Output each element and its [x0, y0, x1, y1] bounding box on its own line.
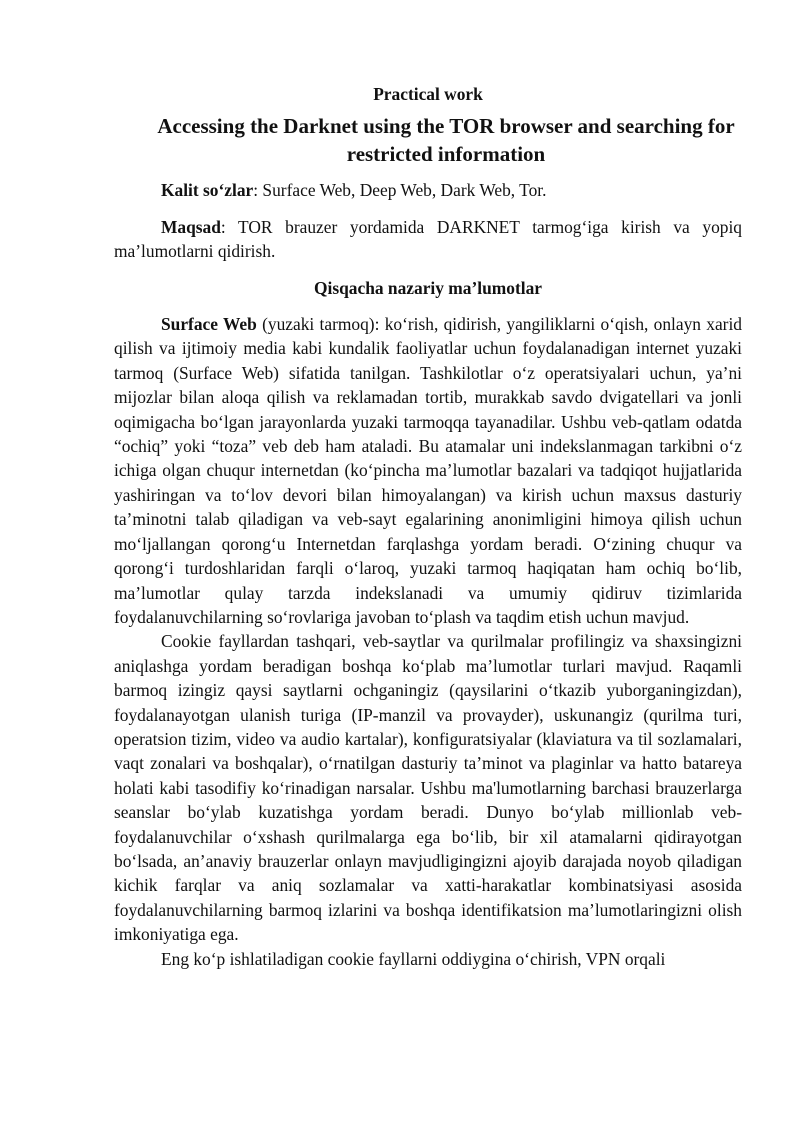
- document-body: [114, 82, 742, 971]
- paragraph-cookie-deletion: Eng ko‘p ishlatiladigan cookie fayllarni oddiygina o‘chirish, VPN orqali: [161, 948, 666, 969]
- goal-paragraph: [114, 215, 742, 264]
- surface-web-term: Surface Web: [161, 314, 257, 335]
- paragraph-surface-web: [114, 312, 742, 629]
- practical-work-label: Practical work: [373, 84, 483, 104]
- goal-text: : TOR brauzer yordamida DARKNET tarmog‘iga kirish va yopiq ma’lumotlarni qidirish.: [114, 216, 742, 262]
- keywords-line: [114, 178, 742, 202]
- paragraph-cookies: Cookie fayllardan tashqari, veb-saytlar va qurilmalar profilingiz va shaxsingizni aniqlashga yordam beradigan boshqa ko‘plab ma’lumotlar turlari mavjud. Raqamli barmoq izingiz qaysi saytlarni ochganingiz (qaysilarini o‘tkazib yuborganingizdan), foydalanayotgan ulanish turiga (IP-manzil va provayder), uskunangiz (qurilma turi, operatsion tizim, video va audio kartalar), konfiguratsiyalar (klaviatura va til sozlamalari, vaqt zonalari va boshqalar), o‘rnatilgan dasturiy ta’minot va plaginlar va hatto batareya holati kabi tasodifiy ko‘rinadigan narsalar. Ushbu ma'lumotlarning barchasi brauzerlarga seanslar bo‘ylab kuzatishga yordam beradi. Dunyo bo‘ylab millionlab veb-foydalanuvchilar o‘xshash qurilmalarga ega bo‘lib, bir xil atamalarni qidirayotgan bo‘lsada, an’anaviy brauzerlar onlayn mavjudligingizni ajoyib darajada noyob qiladigan kichik farqlar va aniq sozlamalar va xatti-harakatlar kombinatsiyasi asosida foydalanuvchilarning barmoq izlarini va boshqa identifikatsion ma’lumotlaringizni olish imkoniyatiga ega.: [114, 631, 742, 945]
- goal-label: Maqsad: [161, 216, 221, 237]
- document-title: Accessing the Darknet using the TOR browser and searching for restricted information: [157, 114, 735, 167]
- section-heading: Qisqacha nazariy ma’lumotlar: [314, 277, 542, 298]
- surface-web-text: (yuzaki tarmoq): ko‘rish, qidirish, yangiliklarni o‘qish, onlayn xarid qilish va ijtimoiy media kabi kundalik faoliyatlar uchun foydalanadigan internet yuzaki tarmoq (Surface Web) sifatida tanilgan. Tashkilotlar o‘z operatsiyalari uchun, ya’ni mijozlar bilan aloqa qilish va reklamadan tortib, murakkab savdo dvigatellari va jonli oqimigacha bo‘lgan jarayonlarda yuzaki tarmoqqa tayanadilar. Ushbu veb-qatlam odatda “ochiq” yoki “toza” veb deb ham ataladi. Bu atamalar uni indekslanmagan tarkibni o‘z ichiga olgan chuqur internetdan (ko‘pincha ma’lumotlar bazalari va tadqiqot hujjatlarida yashiringan va to‘lov devori bilan himoyalangan) va kirish uchun maxsus dasturiy ta’minotni talab qiladigan va veb-sayt egalarining anonimligini himoya qilish uchun mo‘ljallangan qorong‘u Internetdan farqlashga yordam beradi. O‘zining chuqur va qorong‘i turdoshlaridan farqli o‘laroq, yuzaki tarmoq haqiqatan ham ochiq bo‘lib, ma’lumotlar qulay tarzda indekslanadi va umumiy qidiruv tizimlarida foydalanuvchilarning so‘rovlariga javoban to‘plash va taqdim etish uchun mavjud.: [114, 314, 743, 627]
- keywords-label: Kalit so‘zlar: [161, 180, 254, 201]
- keywords-text: : Surface Web, Deep Web, Dark Web, Tor.: [253, 180, 547, 201]
